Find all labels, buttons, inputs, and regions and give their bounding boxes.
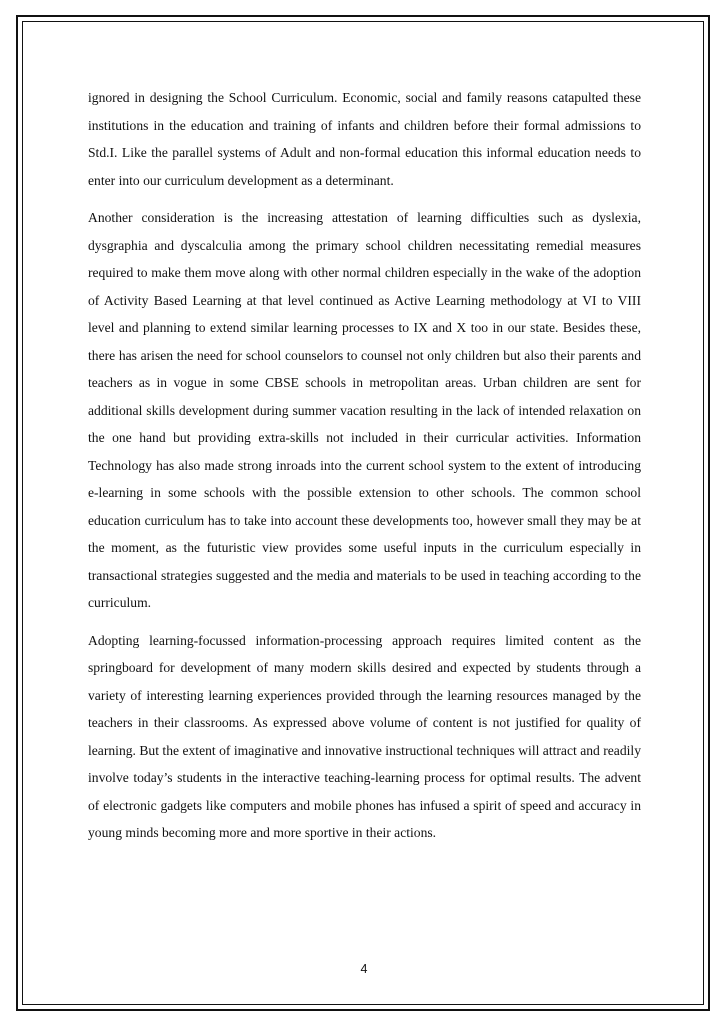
- page-number: 4: [360, 962, 368, 976]
- document-body: [88, 84, 641, 857]
- paragraph-2: Another consideration is the increasing attestation of learning difficulties such as dyslexia, dysgraphia and dyscalculia among the primary school children necessitating remedial measures required to make them move along with other normal children especially in the wake of the adoption of Activity Based Learning at that level continued as Active Learning methodology at VI to VIII level and planning to extend similar learning processes to IX and X too in our state. Besides these, there has arisen the need for school counselors to counsel not only children but also their parents and teachers as in vogue in some CBSE schools in metropolitan areas. Urban children are sent for additional skills development during summer vacation resulting in the lack of intended relaxation on the one hand but providing extra-skills not included in their curricular activities. Information Technology has also made strong inroads into the current school system to the extent of introducing e-learning in some schools with the possible extension to other schools. The common school education curriculum has to take into account these developments too, however small they may be at the moment, as the futuristic view provides some useful inputs in the curriculum especially in transactional strategies suggested and the media and materials to be used in teaching according to the curriculum.: [88, 210, 641, 610]
- paragraph-1: ignored in designing the School Curriculum. Economic, social and family reasons catapulted these institutions in the education and training of infants and children before their formal admissions to Std.I. Like the parallel systems of Adult and non-formal education this informal education needs to enter into our curriculum development as a determinant.: [88, 90, 641, 188]
- paragraph-3: Adopting learning-focussed information-processing approach requires limited content as the springboard for development of many modern skills desired and expected by students through a variety of interesting learning experiences provided through the learning resources managed by the teachers in their classrooms. As expressed above volume of content is not justified for quality of learning. But the extent of imaginative and innovative instructional techniques will attract and readily involve today’s students in the interactive teaching-learning process for optimal results. The advent of electronic gadgets like computers and mobile phones has infused a spirit of speed and accuracy in young minds becoming more and more sportive in their actions.: [88, 632, 641, 840]
